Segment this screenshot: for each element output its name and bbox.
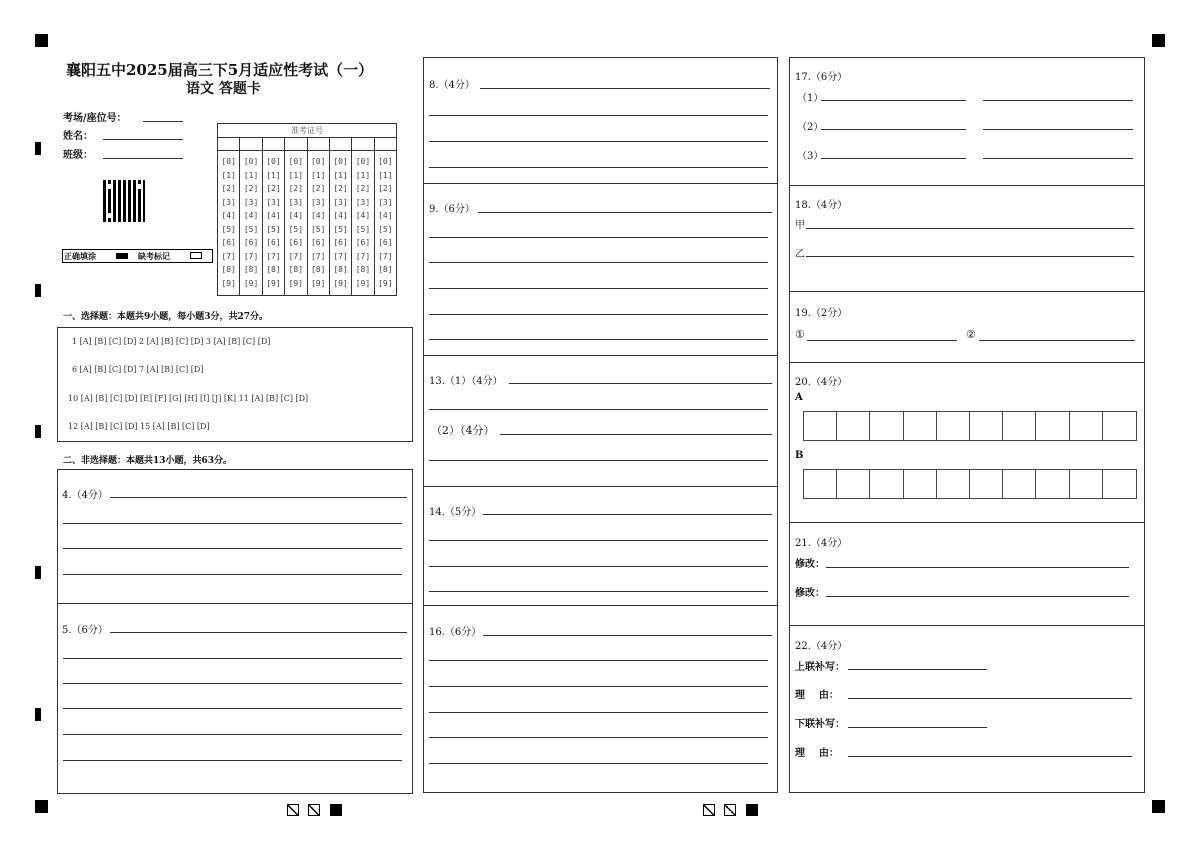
footer-mark bbox=[308, 804, 320, 816]
q22-upper-answer-line[interactable] bbox=[848, 669, 987, 670]
q20-a-char-grid[interactable] bbox=[803, 411, 1137, 441]
q16-answer-line[interactable] bbox=[429, 660, 768, 661]
digit-bubble[interactable]: [9] bbox=[378, 278, 393, 288]
absent-mark-label: 缺考标记 bbox=[138, 251, 170, 261]
q22-lower-answer-line[interactable] bbox=[848, 727, 987, 728]
admission-digit-column[interactable] bbox=[352, 151, 374, 295]
digit-bubble[interactable]: [8] bbox=[221, 265, 236, 274]
digit-bubble[interactable]: [5] bbox=[243, 224, 259, 234]
digit-bubble[interactable]: [1] bbox=[266, 170, 281, 180]
q14-answer-line[interactable] bbox=[429, 591, 768, 592]
digit-bubble[interactable]: [6] bbox=[288, 238, 304, 247]
q9-answer-line[interactable] bbox=[429, 288, 768, 289]
digit-bubble[interactable]: [4] bbox=[266, 211, 281, 220]
admission-digit-column[interactable] bbox=[240, 151, 262, 295]
admission-digit-column[interactable] bbox=[375, 151, 396, 295]
digit-bubble[interactable]: [6] bbox=[243, 238, 259, 247]
digit-bubble[interactable]: [0] bbox=[355, 157, 371, 166]
q9-answer-line[interactable] bbox=[478, 212, 772, 213]
digit-bubble[interactable]: [5] bbox=[355, 224, 371, 234]
q17-3-answer-line[interactable] bbox=[983, 158, 1133, 159]
digit-bubble[interactable]: [4] bbox=[355, 211, 371, 220]
corner-mark-top-left bbox=[35, 34, 48, 47]
q17-2-answer-line[interactable] bbox=[821, 129, 966, 130]
digit-bubble[interactable]: [1] bbox=[333, 170, 348, 180]
footer-mark bbox=[287, 804, 299, 816]
digit-bubble[interactable]: [4] bbox=[243, 211, 259, 220]
footer-mark bbox=[746, 804, 758, 816]
section2-title: 二、非选择题：本题共13小题，共63分。 bbox=[63, 456, 233, 466]
digit-bubble[interactable]: [1] bbox=[355, 170, 371, 180]
q14-answer-line[interactable] bbox=[483, 514, 772, 515]
admission-bubble-columns[interactable] bbox=[218, 151, 396, 295]
digit-bubble[interactable]: [2] bbox=[310, 184, 326, 193]
divider bbox=[789, 362, 1145, 363]
corner-mark-bottom-right bbox=[1152, 800, 1165, 813]
q18-b-answer-line[interactable] bbox=[806, 256, 1134, 257]
digit-bubble[interactable]: [2] bbox=[355, 184, 371, 193]
digit-bubble[interactable]: [3] bbox=[310, 197, 326, 207]
digit-bubble[interactable]: [6] bbox=[333, 238, 348, 247]
q16-label: 16.（6分） bbox=[429, 627, 482, 638]
digit-bubble[interactable]: [7] bbox=[221, 251, 236, 261]
q21-fix1-answer-line[interactable] bbox=[826, 567, 1129, 568]
digit-bubble[interactable]: [5] bbox=[288, 224, 304, 234]
mc-row[interactable]: 10 [A] [B] [C] [D] [E] [F] [G] [H] [I] [J] [K] 11 [A] [B] [C] [D] bbox=[68, 394, 309, 403]
digit-bubble[interactable]: [5] bbox=[333, 224, 348, 234]
digit-bubble[interactable]: [0] bbox=[333, 157, 348, 166]
digit-bubble[interactable]: [9] bbox=[310, 278, 326, 288]
divider bbox=[789, 625, 1145, 626]
admission-digit-column[interactable] bbox=[308, 151, 330, 295]
q16-answer-line[interactable] bbox=[429, 686, 768, 687]
q14-label: 14.（5分） bbox=[429, 507, 482, 518]
digit-bubble[interactable]: [8] bbox=[288, 265, 304, 274]
q9-label: 9.（6分） bbox=[429, 204, 475, 215]
q22-lower-label: 下联补写： bbox=[795, 719, 845, 730]
admission-digit-column[interactable] bbox=[218, 151, 240, 295]
digit-bubble[interactable]: [0] bbox=[310, 157, 326, 166]
digit-bubble[interactable]: [2] bbox=[221, 184, 236, 193]
corner-mark-bottom-left bbox=[35, 800, 48, 813]
q8-answer-line[interactable] bbox=[429, 115, 768, 116]
q14-answer-line[interactable] bbox=[429, 540, 768, 541]
q22-reason1-label: 理 由： bbox=[795, 690, 839, 701]
q16-answer-line[interactable] bbox=[429, 763, 768, 764]
q20-label: 20.（4分） bbox=[795, 377, 848, 388]
q20-a-label: A bbox=[795, 392, 803, 403]
digit-bubble[interactable]: [6] bbox=[378, 238, 393, 247]
q19-2-answer-line[interactable] bbox=[979, 340, 1135, 341]
q17-3-answer-line[interactable] bbox=[821, 158, 966, 159]
name-label: 姓名： bbox=[63, 131, 93, 142]
q21-fix1-label: 修改： bbox=[795, 559, 825, 570]
digit-bubble[interactable]: [6] bbox=[355, 238, 371, 247]
timing-mark bbox=[35, 566, 41, 579]
digit-bubble[interactable]: [5] bbox=[310, 224, 326, 234]
class-field[interactable] bbox=[103, 158, 183, 159]
q5-answer-line[interactable] bbox=[63, 683, 402, 684]
digit-bubble[interactable]: [9] bbox=[333, 278, 348, 288]
room-seat-label: 考场/座位号： bbox=[63, 113, 127, 124]
divider bbox=[423, 183, 778, 184]
digit-bubble[interactable]: [2] bbox=[243, 184, 259, 193]
digit-bubble[interactable]: [1] bbox=[310, 170, 326, 180]
mc-row[interactable]: 6 [A] [B] [C] [D] 7 [A] [B] [C] [D] bbox=[72, 365, 204, 374]
class-label: 班级： bbox=[63, 150, 93, 161]
digit-bubble[interactable]: [7] bbox=[378, 251, 393, 261]
exam-subtitle: 语文 答题卡 bbox=[186, 81, 261, 97]
digit-bubble[interactable]: [3] bbox=[355, 197, 371, 207]
q22-reason2-answer-line[interactable] bbox=[848, 756, 1132, 757]
digit-bubble[interactable]: [4] bbox=[310, 211, 326, 220]
q19-label: 19.（2分） bbox=[795, 308, 848, 319]
digit-bubble[interactable]: [0] bbox=[378, 157, 393, 166]
digit-bubble[interactable]: [8] bbox=[243, 265, 259, 274]
digit-bubble[interactable]: [9] bbox=[243, 278, 259, 288]
digit-bubble[interactable]: [0] bbox=[221, 157, 236, 166]
digit-bubble[interactable]: [9] bbox=[288, 278, 304, 288]
digit-bubble[interactable]: [3] bbox=[378, 197, 393, 207]
q19-1-answer-line[interactable] bbox=[807, 340, 957, 341]
q5-answer-line[interactable] bbox=[63, 658, 402, 659]
q18-a-label: 甲 bbox=[795, 220, 805, 231]
q5-answer-line[interactable] bbox=[63, 708, 402, 709]
digit-bubble[interactable]: [2] bbox=[333, 184, 348, 193]
q9-answer-line[interactable] bbox=[429, 262, 768, 263]
q18-a-answer-line[interactable] bbox=[806, 228, 1134, 229]
digit-bubble[interactable]: [1] bbox=[288, 170, 304, 180]
digit-bubble[interactable]: [6] bbox=[266, 238, 281, 247]
q16-answer-line[interactable] bbox=[429, 712, 768, 713]
exam-title: 襄阳五中2025届高三下5月适应性考试（一） bbox=[66, 61, 374, 79]
digit-bubble[interactable]: [2] bbox=[378, 184, 393, 193]
digit-bubble[interactable]: [7] bbox=[333, 251, 348, 261]
admission-number-grid bbox=[217, 123, 397, 296]
q21-fix2-label: 修改： bbox=[795, 588, 825, 599]
q16-answer-line[interactable] bbox=[429, 737, 768, 738]
q17-2-answer-line[interactable] bbox=[983, 129, 1133, 130]
q5-answer-line[interactable] bbox=[63, 734, 402, 735]
q8-label: 8.（4分） bbox=[429, 80, 475, 91]
q13-2-label: （2）（4分） bbox=[431, 424, 495, 437]
divider bbox=[423, 605, 778, 606]
q4-answer-line[interactable] bbox=[63, 523, 402, 524]
q13-2-answer-line[interactable] bbox=[500, 434, 772, 435]
room-seat-field[interactable] bbox=[143, 121, 183, 122]
q22-reason2-label: 理 由： bbox=[795, 748, 839, 759]
digit-bubble[interactable]: [7] bbox=[266, 251, 281, 261]
digit-bubble[interactable]: [6] bbox=[221, 238, 236, 247]
digit-bubble[interactable]: [3] bbox=[333, 197, 348, 207]
digit-bubble[interactable]: [9] bbox=[221, 278, 236, 288]
footer-mark bbox=[724, 804, 736, 816]
correct-fill-label: 正确填涂 bbox=[64, 251, 96, 261]
q5-answer-line[interactable] bbox=[110, 632, 407, 633]
timing-mark bbox=[35, 284, 41, 297]
admission-number-write-row[interactable] bbox=[218, 138, 396, 151]
digit-bubble[interactable]: [3] bbox=[221, 197, 236, 207]
q19-1-label: ① bbox=[795, 328, 805, 341]
digit-bubble[interactable]: [8] bbox=[378, 265, 393, 274]
divider bbox=[789, 522, 1145, 523]
digit-bubble[interactable]: [9] bbox=[266, 278, 281, 288]
q4-answer-line[interactable] bbox=[63, 548, 402, 549]
q4-label: 4.（4分） bbox=[62, 490, 108, 501]
q13-2-answer-line[interactable] bbox=[429, 460, 768, 461]
q17-label: 17.（6分） bbox=[795, 72, 848, 83]
q9-answer-line[interactable] bbox=[429, 339, 768, 340]
divider bbox=[57, 603, 413, 604]
digit-bubble[interactable]: [4] bbox=[378, 211, 393, 220]
digit-bubble[interactable]: [1] bbox=[243, 170, 259, 180]
digit-bubble[interactable]: [7] bbox=[355, 251, 371, 261]
mc-row[interactable]: 12 [A] [B] [C] [D] 15 [A] [B] [C] [D] bbox=[68, 422, 210, 431]
correct-fill-sample bbox=[116, 253, 128, 259]
q8-answer-line[interactable] bbox=[429, 141, 768, 142]
q9-answer-line[interactable] bbox=[429, 314, 768, 315]
q17-1-answer-line[interactable] bbox=[821, 100, 966, 101]
admission-digit-column[interactable] bbox=[285, 151, 307, 295]
q18-b-label: 乙 bbox=[795, 249, 805, 260]
q18-label: 18.（4分） bbox=[795, 200, 848, 211]
digit-bubble[interactable]: [7] bbox=[310, 251, 326, 261]
divider bbox=[789, 185, 1145, 186]
q16-answer-line[interactable] bbox=[483, 635, 772, 636]
q21-label: 21.（4分） bbox=[795, 538, 848, 549]
digit-bubble[interactable]: [4] bbox=[333, 211, 348, 220]
qr-code bbox=[103, 180, 145, 222]
timing-mark bbox=[35, 425, 41, 438]
q8-answer-line[interactable] bbox=[480, 88, 770, 89]
q17-1-answer-line[interactable] bbox=[983, 100, 1133, 101]
digit-bubble[interactable]: [0] bbox=[288, 157, 304, 166]
q20-b-char-grid[interactable] bbox=[803, 469, 1137, 499]
digit-bubble[interactable]: [5] bbox=[221, 224, 236, 234]
timing-mark bbox=[35, 708, 41, 721]
q9-answer-line[interactable] bbox=[429, 237, 768, 238]
divider bbox=[789, 291, 1145, 292]
q17-1-label: （1） bbox=[797, 93, 824, 104]
digit-bubble[interactable]: [5] bbox=[266, 224, 281, 234]
digit-bubble[interactable]: [3] bbox=[288, 197, 304, 207]
digit-bubble[interactable]: [0] bbox=[266, 157, 281, 166]
digit-bubble[interactable]: [3] bbox=[266, 197, 281, 207]
q17-3-label: （3） bbox=[797, 151, 824, 162]
q22-label: 22.（4分） bbox=[795, 641, 848, 652]
mc-row[interactable]: 1 [A] [B] [C] [D] 2 [A] [B] [C] [D] 3 [A] [B] [C] [D] bbox=[72, 337, 271, 346]
digit-bubble[interactable]: [1] bbox=[221, 170, 236, 180]
digit-bubble[interactable]: [2] bbox=[288, 184, 304, 193]
digit-bubble[interactable]: [1] bbox=[378, 170, 393, 180]
q13-1-answer-line[interactable] bbox=[429, 409, 768, 410]
name-field[interactable] bbox=[103, 139, 183, 140]
q4-answer-line[interactable] bbox=[63, 574, 402, 575]
q20-b-label: B bbox=[795, 450, 804, 461]
divider bbox=[423, 355, 778, 356]
q22-reason1-answer-line[interactable] bbox=[848, 698, 1132, 699]
q22-upper-label: 上联补写： bbox=[795, 662, 845, 673]
digit-bubble[interactable]: [7] bbox=[243, 251, 259, 261]
section1-title: 一、选择题：本题共9小题，每小题3分，共27分。 bbox=[63, 312, 269, 322]
digit-bubble[interactable]: [8] bbox=[333, 265, 348, 274]
q17-2-label: （2） bbox=[797, 122, 824, 133]
corner-mark-top-right bbox=[1152, 34, 1165, 47]
q21-fix2-answer-line[interactable] bbox=[826, 596, 1129, 597]
q4-answer-line[interactable] bbox=[110, 497, 407, 498]
admission-number-label: 准考证号 bbox=[218, 124, 396, 138]
admission-digit-column[interactable] bbox=[330, 151, 352, 295]
q13-1-label: 13.（1）（4分） bbox=[429, 376, 503, 387]
digit-bubble[interactable]: [7] bbox=[288, 251, 304, 261]
q5-answer-line[interactable] bbox=[63, 760, 402, 761]
digit-bubble[interactable]: [9] bbox=[355, 278, 371, 288]
digit-bubble[interactable]: [3] bbox=[243, 197, 259, 207]
digit-bubble[interactable]: [4] bbox=[288, 211, 304, 220]
digit-bubble[interactable]: [4] bbox=[221, 211, 236, 220]
q8-answer-line[interactable] bbox=[429, 167, 768, 168]
q5-label: 5.（6分） bbox=[62, 625, 108, 636]
digit-bubble[interactable]: [8] bbox=[266, 265, 281, 274]
digit-bubble[interactable]: [6] bbox=[310, 238, 326, 247]
footer-mark bbox=[330, 804, 342, 816]
admission-digit-column[interactable] bbox=[263, 151, 285, 295]
digit-bubble[interactable]: [5] bbox=[378, 224, 393, 234]
footer-mark bbox=[703, 804, 715, 816]
q14-answer-line[interactable] bbox=[429, 566, 768, 567]
divider bbox=[423, 486, 778, 487]
q13-1-answer-line[interactable] bbox=[509, 383, 772, 384]
digit-bubble[interactable]: [8] bbox=[310, 265, 326, 274]
digit-bubble[interactable]: [8] bbox=[355, 265, 371, 274]
digit-bubble[interactable]: [0] bbox=[243, 157, 259, 166]
digit-bubble[interactable]: [2] bbox=[266, 184, 281, 193]
absent-mark-box[interactable] bbox=[190, 252, 202, 259]
timing-mark bbox=[35, 142, 41, 155]
q19-2-label: ② bbox=[966, 328, 976, 341]
